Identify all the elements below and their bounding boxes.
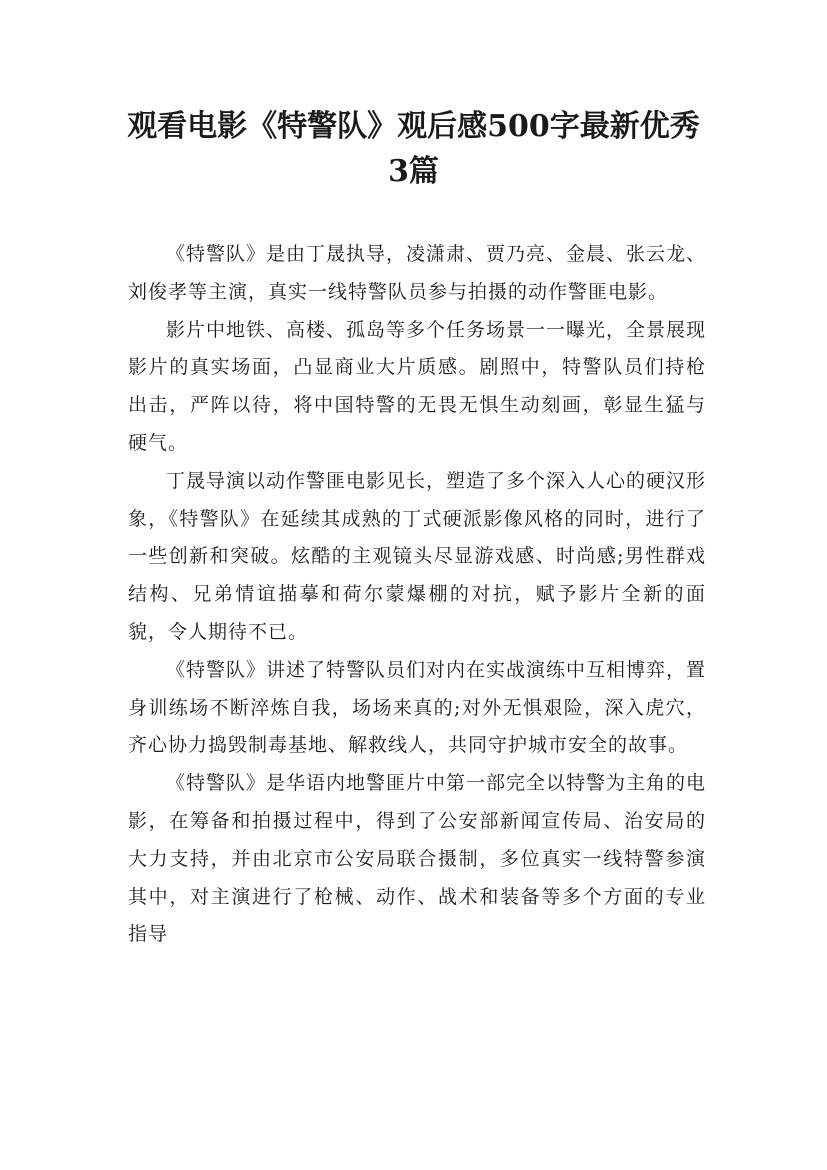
title-line-2: 3篇 xyxy=(388,154,439,189)
paragraph-story: 《特警队》讲述了特警队员们对内在实战演练中互相博弈，置身训练场不断淬炼自我，场场来真的;对外无惧艰险，深入虎穴，齐心协力捣毁制毒基地、解救线人，共同守护城市安全的故事。 xyxy=(128,658,707,757)
document-body xyxy=(128,236,706,954)
paragraph-scenes: 影片中地铁、高楼、孤岛等多个任务场景一一曝光，全景展现影片的真实场面，凸显商业大片质感。剧照中，特警队员们持枪出击，严阵以待，将中国特警的无畏无惧生动刻画，彰显生猛与硬气。 xyxy=(128,318,707,454)
document-title xyxy=(100,104,727,194)
title-line-1: 观看电影《特警队》观后感500字最新优秀 xyxy=(127,109,700,144)
paragraph-director: 丁晟导演以动作警匪电影见长，塑造了多个深入人心的硬汉形象，《特警队》在延续其成熟的丁式硬派影像风格的同时，进行了一些创新和突破。炫酷的主观镜头尽显游戏感、时尚感;男性群戏结构、兄弟情谊描摹和荷尔蒙爆棚的对抗，赋予影片全新的面貌，令人期待不已。 xyxy=(128,469,707,643)
paragraph-intro: 《特警队》是由丁晟执导，凌潇肃、贾乃亮、金晨、张云龙、刘俊孝等主演，真实一线特警队员参与拍摄的动作警匪电影。 xyxy=(128,243,707,303)
paragraph-production: 《特警队》是华语内地警匪片中第一部完全以特警为主角的电影，在筹备和拍摄过程中，得到了公安部新闻宣传局、治安局的大力支持，并由北京市公安局联合摄制，多位真实一线特警参演其中，对主演进行了枪械、动作、战术和装备等多个方面的专业指导 xyxy=(128,772,707,946)
